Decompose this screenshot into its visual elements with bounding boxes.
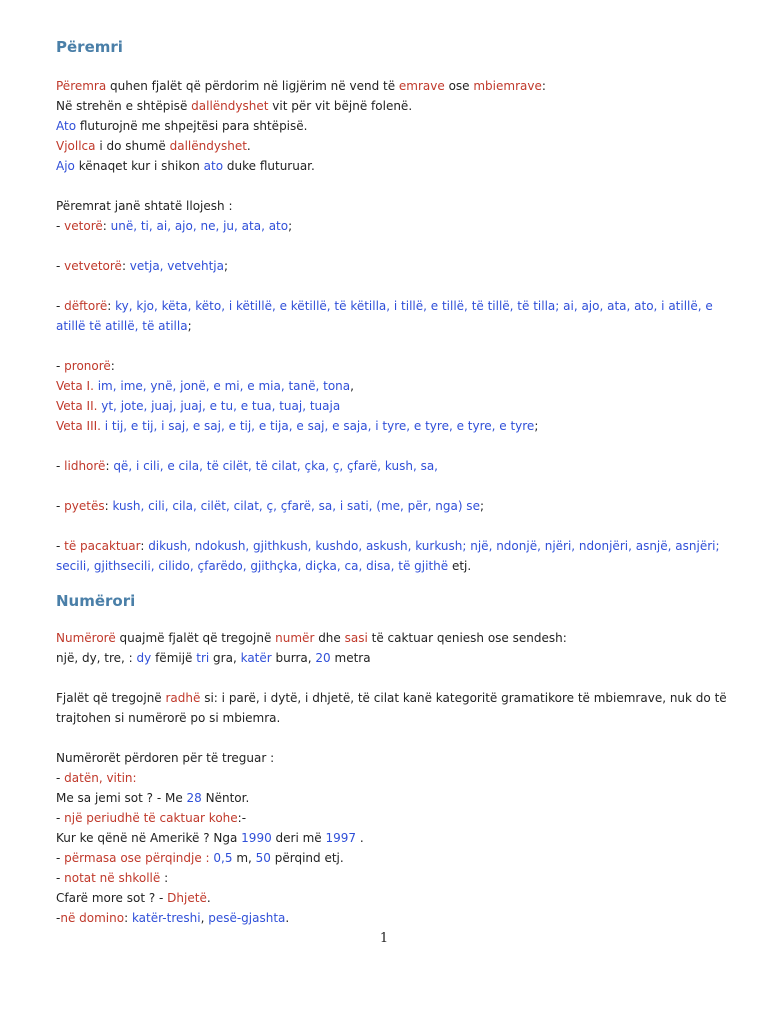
usage-domino bbox=[56, 908, 736, 928]
text-run: - bbox=[56, 539, 65, 553]
example-word: tri bbox=[196, 651, 210, 665]
highlight-term: përmasa ose përqindje : bbox=[64, 851, 214, 865]
text-run: fluturojnë me shpejtësi para shtëpisë. bbox=[76, 119, 308, 133]
text-run: - bbox=[56, 499, 65, 513]
example-word: yt, jote, juaj, juaj, e tu, e tua, tuaj, tuaja bbox=[97, 399, 341, 413]
text-run: : bbox=[110, 359, 115, 373]
example-word: 20 bbox=[315, 651, 331, 665]
example-word: dy bbox=[136, 651, 152, 665]
highlight-term: vetorë bbox=[64, 219, 103, 233]
example-word: unë, ti, ai, ajo, ne, ju, ata, ato bbox=[110, 219, 289, 233]
text-run: përqind etj. bbox=[270, 851, 344, 865]
usage-date-example bbox=[56, 788, 736, 808]
example-word: vetja, vetvehtja bbox=[129, 259, 224, 273]
highlight-term: në domino bbox=[60, 911, 125, 925]
pronore-veta-2 bbox=[56, 396, 736, 416]
text-run: ose bbox=[444, 79, 474, 93]
type-vetvetore bbox=[56, 256, 736, 276]
text-run: dhe bbox=[314, 631, 345, 645]
text-run: - bbox=[56, 259, 65, 273]
example-word: 28 bbox=[186, 791, 202, 805]
highlight-term: të pacaktuar bbox=[64, 539, 141, 553]
usage-date bbox=[56, 768, 736, 788]
example-line bbox=[56, 96, 736, 116]
usage-intro: Numërorët përdoren për të treguar : bbox=[56, 751, 275, 765]
numerori-example bbox=[56, 648, 736, 668]
usage-grades bbox=[56, 868, 736, 888]
text-run: : bbox=[105, 459, 114, 473]
text-run: të caktuar qeniesh ose sendesh: bbox=[367, 631, 567, 645]
highlight-term: notat në shkollë bbox=[64, 871, 161, 885]
type-pyetes bbox=[56, 496, 736, 516]
usage-period bbox=[56, 808, 736, 828]
text-run: : bbox=[104, 499, 113, 513]
highlight-term: dallëndyshet bbox=[191, 99, 269, 113]
text-run: m, bbox=[232, 851, 256, 865]
example-word: 50 bbox=[255, 851, 271, 865]
example-word: ato bbox=[203, 159, 224, 173]
text-run: ; bbox=[223, 259, 229, 273]
text-run: quajmë fjalët që tregojnë bbox=[115, 631, 276, 645]
text-run: i do shumë bbox=[95, 139, 170, 153]
section-title-numerori: Numërori bbox=[56, 592, 136, 610]
highlight-term: pronorë bbox=[64, 359, 111, 373]
example-line bbox=[56, 116, 736, 136]
document-page bbox=[56, 38, 736, 928]
text-run: : bbox=[160, 871, 169, 885]
text-run: - bbox=[56, 299, 65, 313]
text-run: deri më bbox=[271, 831, 326, 845]
text-run: kënaqet kur i shikon bbox=[74, 159, 204, 173]
text-run: ; bbox=[288, 219, 293, 233]
example-line bbox=[56, 136, 736, 156]
pronore-veta-1 bbox=[56, 376, 736, 396]
type-pronore bbox=[56, 356, 736, 376]
usage-measures bbox=[56, 848, 736, 868]
highlight-term: Veta II. bbox=[56, 399, 98, 413]
text-run: : bbox=[541, 79, 546, 93]
text-run: : bbox=[124, 911, 132, 925]
example-word: katër-treshi bbox=[131, 911, 201, 925]
highlight-term: lidhorë bbox=[64, 459, 106, 473]
pronore-veta-3 bbox=[56, 416, 736, 436]
highlight-term: Veta III. bbox=[56, 419, 101, 433]
text-run: Nëntor. bbox=[201, 791, 250, 805]
text-run: : bbox=[121, 259, 130, 273]
example-word: ky, kjo, këta, këto, i këtillë, e këtillë, të këtilla, i tillë, e tillë, të tillë, të tilla; ai, ajo, ata, ato, i atillë, e atillë të atillë, të atilla bbox=[56, 299, 713, 333]
type-lidhore bbox=[56, 456, 736, 476]
highlight-term: mbiemrave bbox=[473, 79, 542, 93]
highlight-term: sasi bbox=[344, 631, 368, 645]
highlight-term: Përemra bbox=[56, 79, 107, 93]
text-run: ; bbox=[187, 319, 192, 333]
types-intro: Përemrat janë shtatë llojesh : bbox=[56, 199, 233, 213]
text-run: ; bbox=[534, 419, 539, 433]
example-word: pesë-gjashta bbox=[208, 911, 286, 925]
text-run: - bbox=[56, 359, 65, 373]
example-word: katër bbox=[240, 651, 272, 665]
example-word: dikush, ndokush, gjithkush, kushdo, askush, kurkush; një, ndonjë, njëri, ndonjëri, asnjë, asnjëri; secili, gjithsecili, cilido, çfarëdo, gjithçka, diçka, ca, disa, të gjithë bbox=[56, 539, 720, 573]
type-pacaktuar bbox=[56, 536, 736, 576]
text-run: . bbox=[285, 911, 290, 925]
text-run: , bbox=[200, 911, 209, 925]
text-run: Fjalët që tregojnë bbox=[56, 691, 166, 705]
text-run: - bbox=[56, 771, 65, 785]
example-line bbox=[56, 156, 736, 176]
text-run: - bbox=[56, 811, 65, 825]
text-run: : bbox=[102, 219, 111, 233]
example-word: Ajo bbox=[56, 159, 75, 173]
highlight-term: dëftorë bbox=[64, 299, 108, 313]
example-word: Ato bbox=[56, 119, 77, 133]
text-run: gra, bbox=[209, 651, 241, 665]
text-run: duke fluturuar. bbox=[223, 159, 315, 173]
section-title-peremri: Përemri bbox=[56, 38, 123, 56]
highlight-term: Veta I. bbox=[56, 379, 94, 393]
text-run: metra bbox=[330, 651, 371, 665]
highlight-term: pyetës bbox=[64, 499, 105, 513]
example-word: 1990 bbox=[241, 831, 272, 845]
usage-grades-example bbox=[56, 888, 736, 908]
example-word: i tij, e tij, i saj, e saj, e tij, e tija, e saj, e saja, i tyre, e tyre, e tyre, e tyre bbox=[100, 419, 535, 433]
text-run: , bbox=[350, 379, 354, 393]
highlight-term: radhë bbox=[165, 691, 201, 705]
text-run: :- bbox=[237, 811, 247, 825]
text-run: Me sa jemi sot ? - Me bbox=[56, 791, 187, 805]
text-run: . bbox=[246, 139, 251, 153]
example-word: im, ime, ynë, jonë, e mi, e mia, tanë, tona bbox=[93, 379, 351, 393]
text-run: : bbox=[140, 539, 149, 553]
text-run: : bbox=[107, 299, 116, 313]
example-word: që, i cili, e cila, të cilët, të cilat, çka, ç, çfarë, kush, sa, bbox=[113, 459, 438, 473]
text-run: quhen fjalët që përdorim në ligjërim në vend të bbox=[106, 79, 399, 93]
text-run: vit për vit bëjnë folenë. bbox=[268, 99, 413, 113]
text-run: fëmijë bbox=[151, 651, 197, 665]
type-deftore bbox=[56, 296, 736, 336]
example-word: 0,5 bbox=[213, 851, 233, 865]
text-run: Në strehën e shtëpisë bbox=[56, 99, 192, 113]
text-run: si: i parë, i dytë, i dhjetë, të cilat kanë kategoritë gramatikore të mbiemrave, nuk do të trajtohen si numërorë po si mbiemra. bbox=[56, 691, 727, 725]
example-word: kush, cili, cila, cilët, cilat, ç, çfarë, sa, i sati, (me, për, nga) se bbox=[112, 499, 480, 513]
text-run: etj. bbox=[448, 559, 472, 573]
text-run: - bbox=[56, 851, 65, 865]
highlight-term: një periudhë të caktuar kohe bbox=[64, 811, 238, 825]
usage-period-example bbox=[56, 828, 736, 848]
numerori-intro bbox=[56, 628, 736, 648]
numerori-radhe bbox=[56, 688, 736, 728]
highlight-term: Dhjetë bbox=[167, 891, 207, 905]
text-run: burra, bbox=[271, 651, 316, 665]
text-run: ; bbox=[479, 499, 484, 513]
text-run: . bbox=[206, 891, 211, 905]
text-run: një, dy, tre, : bbox=[56, 651, 137, 665]
page-number: 1 bbox=[379, 931, 389, 946]
text-run: - bbox=[56, 871, 65, 885]
peremri-intro bbox=[56, 76, 736, 96]
example-word: 1997 bbox=[325, 831, 357, 845]
highlight-term: Vjollca bbox=[56, 139, 96, 153]
highlight-term: vetvetorë bbox=[64, 259, 122, 273]
text-run: Kur ke qënë në Amerikë ? Nga bbox=[56, 831, 242, 845]
text-run: Cfarë more sot ? - bbox=[56, 891, 168, 905]
highlight-term: Numërorë bbox=[56, 631, 116, 645]
highlight-term: dallëndyshet bbox=[169, 139, 247, 153]
text-run: - bbox=[56, 911, 61, 925]
type-vetore bbox=[56, 216, 736, 236]
highlight-term: emrave bbox=[398, 79, 445, 93]
highlight-term: datën, vitin: bbox=[64, 771, 137, 785]
text-run: . bbox=[356, 831, 364, 845]
text-run: - bbox=[56, 219, 65, 233]
text-run: - bbox=[56, 459, 65, 473]
highlight-term: numër bbox=[275, 631, 315, 645]
